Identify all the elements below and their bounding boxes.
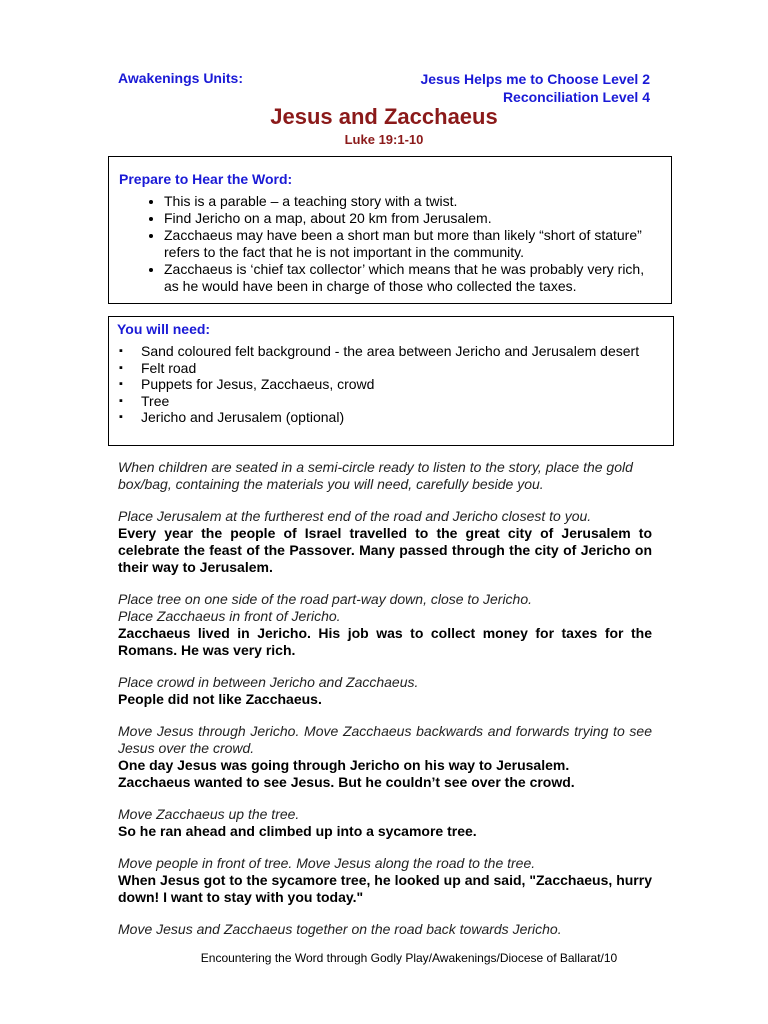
list-item: ▪ Sand coloured felt background - the area between Jericho and Jerusalem desert bbox=[141, 343, 665, 360]
prepare-heading: Prepare to Hear the Word: bbox=[119, 171, 293, 187]
story-instruction: Move people in front of tree. Move Jesus along the road to the tree. bbox=[118, 855, 536, 871]
story-paragraph bbox=[118, 806, 652, 840]
story-instruction: Move Jesus and Zacchaeus together on the road back towards Jericho. bbox=[118, 921, 562, 937]
story-instruction: Move Jesus through Jericho. Move Zacchaeus backwards and forwards trying to see Jesus over the crowd. bbox=[118, 723, 652, 756]
prepare-list bbox=[119, 193, 661, 295]
scripture-reference: Luke 19:1-10 bbox=[344, 132, 424, 147]
story-narration: One day Jesus was going through Jericho on his way to Jerusalem. bbox=[118, 757, 570, 773]
story-narration: Zacchaeus lived in Jericho. His job was to collect money for taxes for the Romans. He was very rich. bbox=[118, 625, 652, 658]
level-info bbox=[420, 70, 650, 106]
story-paragraph bbox=[118, 921, 652, 938]
materials-box bbox=[108, 316, 674, 446]
list-item: • This is a parable – a teaching story with a twist. bbox=[164, 193, 661, 210]
page-footer: Encountering the Word through Godly Play/Awakenings/Diocese of Ballarat/10 bbox=[200, 951, 618, 965]
story-narration: So he ran ahead and climbed up into a sycamore tree. bbox=[118, 823, 477, 839]
level-line-2: Reconciliation Level 4 bbox=[502, 89, 650, 105]
prepare-box bbox=[108, 156, 672, 304]
list-item: ▪ Tree bbox=[141, 393, 665, 410]
story-paragraph bbox=[118, 723, 652, 791]
list-item: ▪ Felt road bbox=[141, 360, 665, 377]
story-body bbox=[118, 459, 652, 953]
list-item: • Zacchaeus is ‘chief tax collector’ which means that he was probably very rich, as he would have been in charge of those who collected the taxes. bbox=[164, 261, 661, 295]
list-item: • Zacchaeus may have been a short man but more than likely “short of stature” refers to the fact that he is not important in the community. bbox=[164, 227, 661, 261]
story-paragraph bbox=[118, 459, 652, 493]
page-title: Jesus and Zacchaeus bbox=[270, 104, 498, 129]
story-paragraph bbox=[118, 591, 652, 659]
story-instruction: When children are seated in a semi-circle ready to listen to the story, place the gold box/bag, containing the materials you will need, carefully beside you. bbox=[118, 459, 633, 492]
units-label: Awakenings Units: bbox=[118, 70, 243, 86]
materials-heading: You will need: bbox=[117, 321, 211, 337]
story-paragraph bbox=[118, 508, 652, 576]
story-paragraph bbox=[118, 855, 652, 906]
list-item: • Find Jericho on a map, about 20 km from Jerusalem. bbox=[164, 210, 661, 227]
story-instruction: Move Zacchaeus up the tree. bbox=[118, 806, 300, 822]
story-narration: Zacchaeus wanted to see Jesus. But he couldn’t see over the crowd. bbox=[118, 774, 575, 790]
story-instruction: Place crowd in between Jericho and Zacchaeus. bbox=[118, 674, 419, 690]
story-paragraph bbox=[118, 674, 652, 708]
list-item: ▪ Jericho and Jerusalem (optional) bbox=[141, 409, 665, 426]
materials-list bbox=[117, 343, 665, 426]
story-instruction: Place Jerusalem at the furtherest end of the road and Jericho closest to you. bbox=[118, 508, 592, 524]
level-line-1: Jesus Helps me to Choose Level 2 bbox=[420, 71, 650, 87]
story-instruction: Place tree on one side of the road part-way down, close to Jericho. bbox=[118, 591, 533, 607]
story-narration: People did not like Zacchaeus. bbox=[118, 691, 322, 707]
story-narration: When Jesus got to the sycamore tree, he looked up and said, "Zacchaeus, hurry down! I want to stay with you today." bbox=[118, 872, 652, 905]
story-instruction: Place Zacchaeus in front of Jericho. bbox=[118, 608, 341, 624]
list-item: ▪ Puppets for Jesus, Zacchaeus, crowd bbox=[141, 376, 665, 393]
story-narration: Every year the people of Israel travelled to the great city of Jerusalem to celebrate the feast of the Passover. Many passed through the city of Jericho on their way to Jerusalem. bbox=[118, 525, 652, 575]
